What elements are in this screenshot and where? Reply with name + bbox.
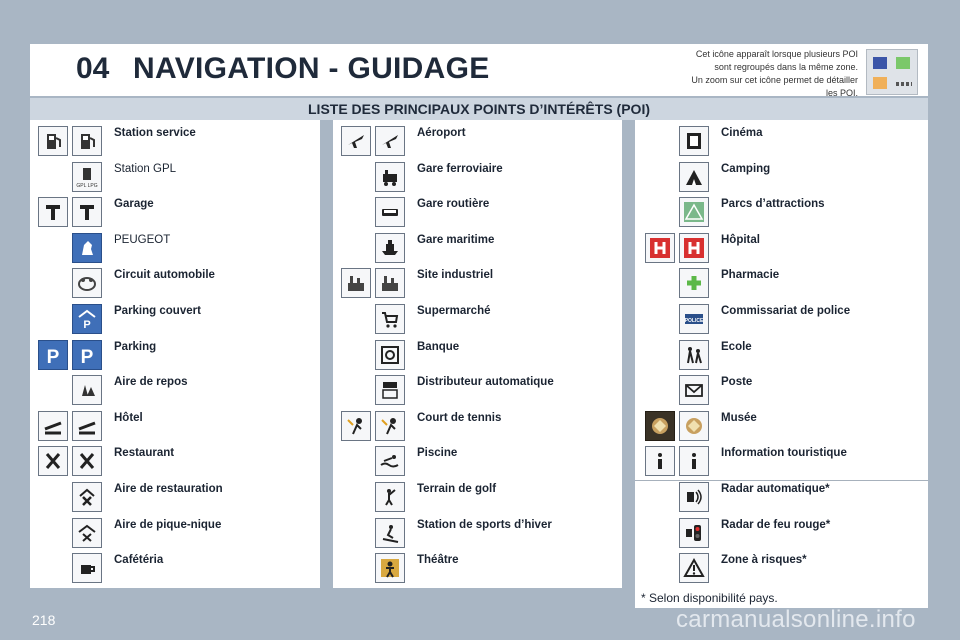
poi-row xyxy=(333,338,622,373)
availability-footnote: * Selon disponibilité pays. xyxy=(641,591,778,605)
hospital-icon xyxy=(679,233,709,263)
post-envelope-icon xyxy=(679,375,709,405)
poi-label: Banque xyxy=(417,340,460,353)
museum-icon xyxy=(645,411,675,441)
poi-row xyxy=(333,444,622,479)
svg-text:POLICE: POLICE xyxy=(684,318,704,324)
cluster-blue-square xyxy=(873,57,887,69)
poi-row xyxy=(30,124,320,159)
note-line: sont regroupés dans la même zone. xyxy=(714,62,858,72)
tennis-icon xyxy=(341,411,371,441)
poi-label: Hôtel xyxy=(114,411,143,424)
poi-row xyxy=(30,266,320,301)
cluster-green-square xyxy=(896,57,910,69)
poi-label: Hôpital xyxy=(721,233,760,246)
poi-row xyxy=(635,231,928,266)
airport-plane-icon xyxy=(341,126,371,156)
note-line: Cet icône apparaît lorsque plusieurs POI xyxy=(695,49,858,59)
poi-label: Court de tennis xyxy=(417,411,502,424)
food-area-icon xyxy=(72,482,102,512)
poi-label: Aire de restauration xyxy=(114,483,223,495)
poi-label: Station de sports d’hiver xyxy=(417,518,552,531)
theatre-icon xyxy=(375,553,405,583)
poi-row xyxy=(635,551,928,586)
poi-row xyxy=(30,551,320,586)
amusement-park-icon xyxy=(679,197,709,227)
page-number: 218 xyxy=(32,612,56,628)
poi-row xyxy=(30,444,320,479)
tourist-info-icon xyxy=(679,446,709,476)
poi-row xyxy=(635,160,928,195)
poi-row xyxy=(30,480,320,515)
poi-label: Information touristique xyxy=(721,447,847,460)
garage-tools-icon xyxy=(72,197,102,227)
column-divider xyxy=(635,480,928,481)
poi-row xyxy=(635,302,928,337)
poi-label: Parking xyxy=(114,340,157,353)
poi-label: Garage xyxy=(114,198,154,211)
race-circuit-icon xyxy=(72,268,102,298)
poi-label: Station GPL xyxy=(114,162,177,175)
industrial-site-icon xyxy=(375,268,405,298)
poi-row xyxy=(30,195,320,230)
museum-icon xyxy=(679,411,709,441)
poi-row xyxy=(30,516,320,551)
poi-row xyxy=(333,409,622,444)
poi-label: Gare ferroviaire xyxy=(417,162,503,175)
train-station-icon xyxy=(375,162,405,192)
golf-icon xyxy=(375,482,405,512)
poi-row xyxy=(333,231,622,266)
poi-label: Musée xyxy=(721,411,757,424)
poi-label: Terrain de golf xyxy=(417,483,497,495)
poi-column-2 xyxy=(333,120,622,588)
fuel-pump-icon xyxy=(72,126,102,156)
poi-row xyxy=(635,444,928,479)
poi-row xyxy=(333,266,622,301)
poi-label: Parking couvert xyxy=(114,305,201,317)
poi-row xyxy=(333,195,622,230)
risk-zone-warning-icon xyxy=(679,553,709,583)
poi-label: Pharmacie xyxy=(721,269,780,282)
note-line: les POI. xyxy=(825,88,858,98)
poi-column-1 xyxy=(30,120,320,588)
poi-row xyxy=(635,373,928,408)
parking-icon xyxy=(72,340,102,370)
fuel-pump-icon xyxy=(38,126,68,156)
cluster-note xyxy=(650,48,858,100)
poi-row xyxy=(333,480,622,515)
svg-text:P: P xyxy=(46,346,60,366)
poi-label: Aéroport xyxy=(417,127,466,139)
picnic-area-icon xyxy=(72,518,102,548)
poi-label: Site industriel xyxy=(417,269,494,282)
poi-label: Camping xyxy=(721,162,771,175)
cluster-dots xyxy=(896,82,912,86)
poi-cluster-icon xyxy=(866,49,918,95)
camping-tent-icon xyxy=(679,162,709,192)
poi-row xyxy=(333,160,622,195)
parking-icon xyxy=(38,340,68,370)
poi-row xyxy=(333,302,622,337)
industrial-site-icon xyxy=(341,268,371,298)
poi-label: Zone à risques* xyxy=(721,554,807,567)
peugeot-lion-icon xyxy=(72,233,102,263)
poi-label: Station service xyxy=(114,127,196,139)
atm-icon xyxy=(375,375,405,405)
poi-label: Gare maritime xyxy=(417,233,495,246)
poi-label: PEUGEOT xyxy=(114,233,171,246)
section-subtitle: LISTE DES PRINCIPAUX POINTS D’INTÉRÊTS (POI) xyxy=(30,98,928,120)
poi-row xyxy=(30,231,320,266)
poi-label: Supermarché xyxy=(417,305,491,317)
poi-row xyxy=(30,409,320,444)
poi-row xyxy=(635,195,928,230)
police-icon xyxy=(679,304,709,334)
poi-label: Cinéma xyxy=(721,127,763,139)
chapter-number: 04 xyxy=(76,52,110,85)
hotel-bed-icon xyxy=(72,411,102,441)
ski-icon xyxy=(375,518,405,548)
restaurant-icon xyxy=(72,446,102,476)
cinema-film-icon xyxy=(679,126,709,156)
poi-label: Distributeur automatique xyxy=(417,376,554,389)
poi-label: Poste xyxy=(721,376,753,389)
bank-icon xyxy=(375,340,405,370)
poi-row xyxy=(635,516,928,551)
hotel-bed-icon xyxy=(38,411,68,441)
red-light-radar-icon xyxy=(679,518,709,548)
poi-column-3 xyxy=(635,120,928,608)
poi-row xyxy=(30,338,320,373)
poi-row xyxy=(635,124,928,159)
swimming-pool-icon xyxy=(375,446,405,476)
poi-label: Parcs d’attractions xyxy=(721,198,825,211)
poi-row xyxy=(333,516,622,551)
poi-label: Cafétéria xyxy=(114,554,164,567)
shopping-cart-icon xyxy=(375,304,405,334)
svg-text:P: P xyxy=(80,346,94,366)
poi-label: Gare routière xyxy=(417,198,490,211)
airport-plane-icon xyxy=(375,126,405,156)
tennis-icon xyxy=(375,411,405,441)
speed-radar-icon xyxy=(679,482,709,512)
cluster-orange-square xyxy=(873,77,887,89)
poi-label: Piscine xyxy=(417,447,458,460)
bus-station-icon xyxy=(375,197,405,227)
poi-label: Circuit automobile xyxy=(114,269,215,282)
rest-area-icon xyxy=(72,375,102,405)
garage-tools-icon xyxy=(38,197,68,227)
poi-label: Aire de repos xyxy=(114,376,188,389)
tourist-info-icon xyxy=(645,446,675,476)
watermark: carmanualsonline.info xyxy=(676,606,916,633)
svg-text:P: P xyxy=(83,319,91,330)
chapter-title: NAVIGATION - GUIDAGE xyxy=(133,52,490,85)
poi-row xyxy=(30,302,320,337)
poi-label: Aire de pique-nique xyxy=(114,518,222,531)
svg-text:GPL LPG: GPL LPG xyxy=(76,182,98,188)
pharmacy-cross-icon xyxy=(679,268,709,298)
poi-label: Radar automatique* xyxy=(721,483,830,495)
poi-row xyxy=(30,160,320,195)
poi-row xyxy=(333,373,622,408)
poi-label: Restaurant xyxy=(114,447,175,460)
poi-label: Ecole xyxy=(721,340,752,353)
poi-row xyxy=(30,373,320,408)
poi-row xyxy=(635,338,928,373)
cafeteria-cup-icon xyxy=(72,553,102,583)
poi-row xyxy=(333,124,622,159)
school-children-icon xyxy=(679,340,709,370)
poi-label: Radar de feu rouge* xyxy=(721,518,831,531)
poi-row xyxy=(635,266,928,301)
gpl-fuel-icon xyxy=(72,162,102,192)
hospital-icon xyxy=(645,233,675,263)
covered-parking-icon xyxy=(72,304,102,334)
poi-row xyxy=(635,480,928,515)
poi-label: Commissariat de police xyxy=(721,305,851,317)
ferry-terminal-icon xyxy=(375,233,405,263)
poi-row xyxy=(333,551,622,586)
restaurant-icon xyxy=(38,446,68,476)
poi-row xyxy=(635,409,928,444)
poi-label: Théâtre xyxy=(417,554,459,567)
note-line: Un zoom sur cet icône permet de détailler xyxy=(691,75,858,85)
